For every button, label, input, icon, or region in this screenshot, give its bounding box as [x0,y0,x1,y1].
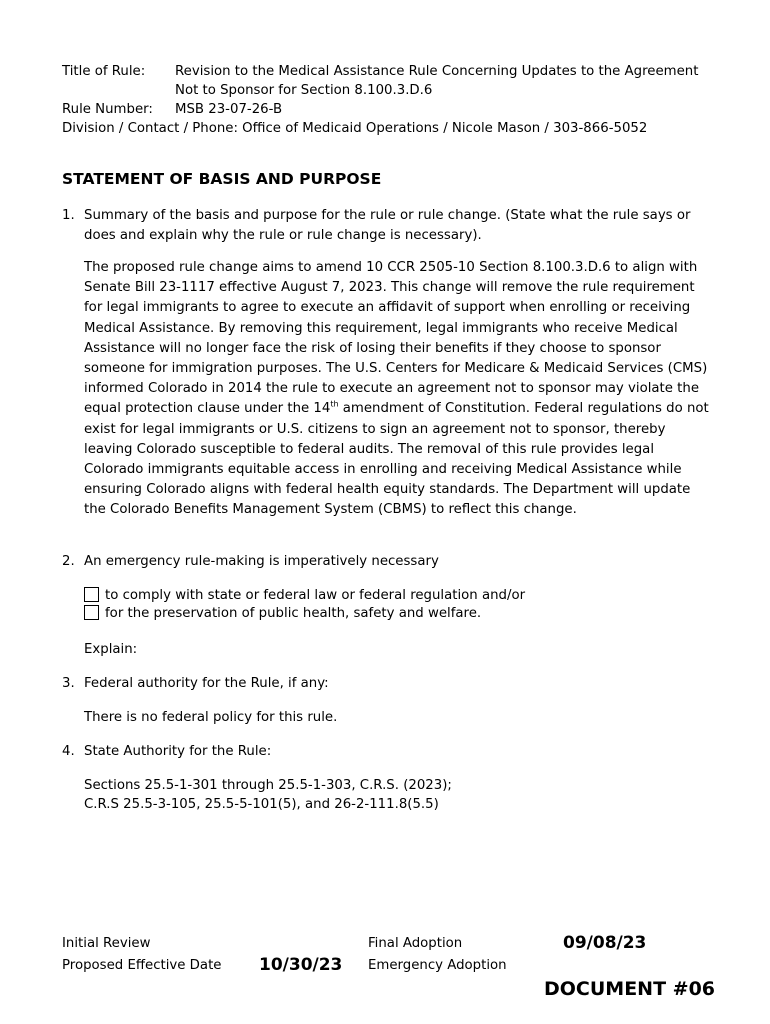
explain-label: Explain: [84,642,138,657]
page-title: STATEMENT OF BASIS AND PURPOSE [62,170,382,188]
rule-header [62,62,722,142]
initial-review-label: Initial Review [62,936,151,951]
item-text: An emergency rule-making is imperatively necessary [84,554,439,569]
emergency-option-comply [84,587,525,605]
final-adoption-label: Final Adoption [368,936,463,951]
item-text: Summary of the basis and purpose for the rule or rule change. (State what the rule says or does and explain why the rule or rule change is necessary). [84,208,691,243]
summary-text-part-1: The proposed rule change aims to amend 10 CCR 2505-10 Section 8.100.3.D.6 to align with Senate Bill 23-1117 effective August 7, 2023. This change will remove the rule requirement for legal immigrants to agree to execute an affidavit of support when enrolling or receiving Medical Assistance. By removing this requirement, legal immigrants who receive Medical Assistance will no longer face the risk of losing their benefits if they choose to sponsor someone for immigration purposes. The U.S. Centers for Medicare & Medicaid Services (CMS) informed Colorado in 2014 the rule to execute an agreement not to sponsor may violate the equal protection clause under the 14 [84,260,708,417]
rule-title-line-2: Not to Sponsor for Section 8.100.3.D.6 [175,83,433,98]
rule-number-label: Rule Number: [62,102,153,117]
rule-number: MSB 23-07-26-B [175,102,283,117]
preservation-checkbox[interactable] [84,605,99,620]
document-number: DOCUMENT #06 [544,978,716,1000]
list-item [62,206,712,246]
summary-paragraph [84,258,712,521]
item-text: State Authority for the Rule: [84,744,272,759]
list-item [62,742,712,762]
item-text: Federal authority for the Rule, if any: [84,676,329,691]
item-number: 4. [62,744,75,759]
item-number: 3. [62,676,75,691]
comply-checkbox[interactable] [84,587,99,602]
emergency-option-preservation [84,605,481,623]
summary-text-part-2: amendment of Constitution. Federal regulations do not exist for legal immigrants or U.S. citizens to sign an agreement not to sponsor, thereby leaving Colorado susceptible to federal audits. The removal of this rule provides legal Colorado immigrants equitable access in enrolling and receiving Medical Assistance while ensuring Colorado aligns with federal health equity standards. The Department will update the Colorado Benefits Management System (CBMS) to reflect this change. [84,401,709,518]
list-item [62,674,712,694]
emergency-adoption-label: Emergency Adoption [368,958,507,973]
proposed-effective-date: 10/30/23 [259,955,343,975]
rule-title-line-1: Revision to the Medical Assistance Rule Concerning Updates to the Agreement [175,64,699,79]
state-authority-line-1: Sections 25.5-1-301 through 25.5-1-303, C.R.S. (2023); [84,778,452,793]
state-authority-line-2: C.R.S 25.5-3-105, 25.5-5-101(5), and 26-2-111.8(5.5) [84,797,439,812]
division-contact-line: Division / Contact / Phone: Office of Medicaid Operations / Nicole Mason / 303-866-5052 [62,121,648,136]
checkbox-label: to comply with state or federal law or federal regulation and/or [105,588,526,603]
ordinal-suffix: th [330,400,339,409]
final-adoption-date: 09/08/23 [563,933,647,953]
title-label: Title of Rule: [62,64,146,79]
list-item [62,552,712,572]
proposed-effective-date-label: Proposed Effective Date [62,958,222,973]
federal-authority-text: There is no federal policy for this rule. [84,710,338,725]
item-number: 2. [62,554,75,569]
checkbox-label: for the preservation of public health, safety and welfare. [105,606,482,621]
item-number: 1. [62,208,75,223]
